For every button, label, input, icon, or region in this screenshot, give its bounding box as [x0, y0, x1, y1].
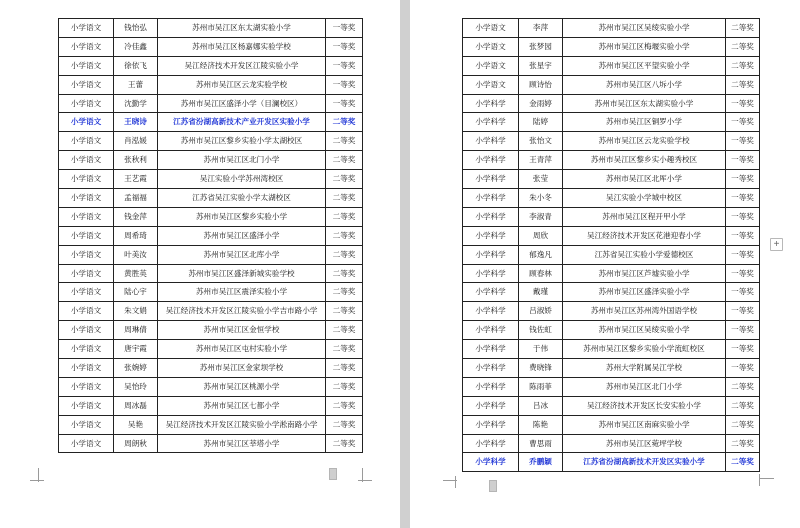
cell-name: 吕冰 [519, 396, 563, 415]
table-row [59, 19, 363, 38]
table-row [463, 377, 760, 396]
cell-award: 二等奖 [326, 170, 363, 189]
table-row [463, 434, 760, 453]
paragraph-mark-icon [489, 480, 497, 492]
cell-school: 苏州市吴江区吴绫实验小学 [563, 321, 726, 340]
cell-subject: 小学科学 [463, 226, 519, 245]
cell-name: 陈雨菲 [519, 377, 563, 396]
cell-school: 苏州市吴江区平望实验小学 [563, 56, 726, 75]
cell-subject: 小学语文 [59, 113, 114, 132]
table-row [59, 340, 363, 359]
cell-award: 二等奖 [726, 434, 760, 453]
crop-mark [759, 474, 760, 486]
cell-name: 朱文娟 [114, 302, 158, 321]
cell-award: 一等奖 [726, 245, 760, 264]
cell-name: 陈艳 [519, 415, 563, 434]
table-row [463, 264, 760, 283]
add-page-button[interactable]: + [770, 238, 783, 251]
cell-name: 钱佐虹 [519, 321, 563, 340]
cell-subject: 小学语文 [59, 321, 114, 340]
cell-name: 孟福福 [114, 189, 158, 208]
table-row [59, 113, 363, 132]
cell-name: 周朗秋 [114, 434, 158, 453]
cell-subject: 小学语文 [59, 415, 114, 434]
cell-award: 一等奖 [726, 132, 760, 151]
cell-name: 吕淑娇 [519, 302, 563, 321]
cell-school: 苏州市吴江区盛泽小学（目澜校区） [158, 94, 326, 113]
table-row [59, 207, 363, 226]
cell-award: 一等奖 [726, 283, 760, 302]
cell-school: 苏州市吴江区北库小学 [158, 245, 326, 264]
crop-mark [30, 480, 44, 481]
cell-school: 苏州市吴江区盛泽小学 [158, 226, 326, 245]
cell-school: 苏州市吴江区震泽实验小学 [158, 283, 326, 302]
cell-school: 江苏省吴江实验小学太湖校区 [158, 189, 326, 208]
page-gap [400, 0, 410, 528]
cell-school: 苏州市吴江区七都小学 [158, 396, 326, 415]
cell-name: 周冰磊 [114, 396, 158, 415]
table-row [463, 453, 760, 472]
cell-name: 郁逸凡 [519, 245, 563, 264]
cell-subject: 小学语文 [59, 37, 114, 56]
cell-name: 张梦园 [519, 37, 563, 56]
cell-award: 二等奖 [326, 340, 363, 359]
cell-name: 张秋利 [114, 151, 158, 170]
cell-school: 苏州市吴江区云龙实验学校 [158, 75, 326, 94]
table-row [463, 245, 760, 264]
cell-school: 苏州市吴江区黎乡实验小学 [158, 207, 326, 226]
cell-award: 二等奖 [726, 75, 760, 94]
cell-award: 二等奖 [326, 189, 363, 208]
cell-school: 苏州市吴江区盛泽实验小学 [563, 283, 726, 302]
table-row [463, 113, 760, 132]
cell-subject: 小学语文 [463, 19, 519, 38]
cell-subject: 小学科学 [463, 283, 519, 302]
cell-subject: 小学语文 [463, 75, 519, 94]
cell-award: 二等奖 [726, 19, 760, 38]
cell-subject: 小学语文 [463, 56, 519, 75]
cell-award: 一等奖 [326, 19, 363, 38]
cell-subject: 小学语文 [59, 283, 114, 302]
cell-subject: 小学科学 [463, 396, 519, 415]
cell-subject: 小学科学 [463, 151, 519, 170]
cell-school: 苏州市吴江区屯村实验小学 [158, 340, 326, 359]
cell-name: 张怡文 [519, 132, 563, 151]
table-row [59, 245, 363, 264]
cell-subject: 小学语文 [59, 151, 114, 170]
cell-name: 顾春林 [519, 264, 563, 283]
table-row [463, 396, 760, 415]
cell-award: 二等奖 [326, 415, 363, 434]
cell-school: 苏州市吴江区黎乡实小趣秀校区 [563, 151, 726, 170]
table-row [463, 302, 760, 321]
table-row [463, 94, 760, 113]
cell-award: 二等奖 [726, 415, 760, 434]
cell-school: 苏州市吴江区苏州湾外国语学校 [563, 302, 726, 321]
cell-name: 唐宇霞 [114, 340, 158, 359]
cell-award: 一等奖 [726, 340, 760, 359]
table-row [59, 132, 363, 151]
crop-mark [358, 480, 372, 481]
table-row [463, 359, 760, 378]
table-row [59, 94, 363, 113]
cell-school: 苏州市吴江区南麻实验小学 [563, 415, 726, 434]
cell-award: 一等奖 [726, 170, 760, 189]
cell-name: 吴艳 [114, 415, 158, 434]
cell-name: 李淑青 [519, 207, 563, 226]
cell-school: 吴江经济技术开发区江陵实验小学吉市路小学 [158, 302, 326, 321]
cell-name: 金雨婷 [519, 94, 563, 113]
cell-subject: 小学语文 [59, 340, 114, 359]
cell-subject: 小学科学 [463, 321, 519, 340]
table-row [463, 226, 760, 245]
cell-subject: 小学科学 [463, 340, 519, 359]
crop-mark [760, 478, 774, 479]
cell-school: 苏州市吴江区八坼小学 [563, 75, 726, 94]
cell-name: 沈勤学 [114, 94, 158, 113]
table-row [59, 264, 363, 283]
cell-subject: 小学科学 [463, 113, 519, 132]
table-row [463, 189, 760, 208]
cell-award: 二等奖 [326, 359, 363, 378]
cell-school: 苏州市吴江区芦墟实验小学 [563, 264, 726, 283]
cell-subject: 小学科学 [463, 377, 519, 396]
cell-name: 李萍 [519, 19, 563, 38]
cell-subject: 小学科学 [463, 94, 519, 113]
cell-award: 二等奖 [326, 283, 363, 302]
cell-award: 二等奖 [726, 37, 760, 56]
cell-subject: 小学语文 [59, 75, 114, 94]
cell-school: 吴江经济技术开发区花港迎春小学 [563, 226, 726, 245]
cell-school: 苏州市吴江区吴绫实验小学 [563, 19, 726, 38]
cell-school: 苏州市吴江区北门小学 [563, 377, 726, 396]
cell-school: 苏州市吴江区东太湖实验小学 [563, 94, 726, 113]
cell-subject: 小学语文 [59, 94, 114, 113]
table-row [463, 321, 760, 340]
cell-award: 二等奖 [326, 321, 363, 340]
table-row [463, 19, 760, 38]
cell-award: 二等奖 [326, 207, 363, 226]
cell-award: 二等奖 [326, 226, 363, 245]
cell-subject: 小学语文 [59, 245, 114, 264]
cell-award: 二等奖 [326, 377, 363, 396]
cell-name: 张婉婷 [114, 359, 158, 378]
cell-subject: 小学语文 [59, 170, 114, 189]
cell-award: 一等奖 [726, 302, 760, 321]
cell-award: 二等奖 [326, 132, 363, 151]
cell-subject: 小学科学 [463, 132, 519, 151]
cell-school: 苏州市吴江区桃源小学 [158, 377, 326, 396]
cell-school: 吴江实验小学城中校区 [563, 189, 726, 208]
table-row [59, 56, 363, 75]
cell-name: 陆婷 [519, 113, 563, 132]
cell-name: 张星宇 [519, 56, 563, 75]
cell-award: 一等奖 [326, 75, 363, 94]
table-row [59, 396, 363, 415]
cell-subject: 小学语文 [59, 189, 114, 208]
cell-award: 二等奖 [326, 264, 363, 283]
cell-name: 周欣 [519, 226, 563, 245]
cell-name: 费晓锋 [519, 359, 563, 378]
table-row [59, 434, 363, 453]
cell-school: 苏州市吴江区杨嘉娜实验学校 [158, 37, 326, 56]
cell-subject: 小学科学 [463, 434, 519, 453]
table-row [463, 283, 760, 302]
cell-award: 二等奖 [326, 151, 363, 170]
table-row [463, 75, 760, 94]
cell-school: 江苏省汾湖高新技术产业开发区实验小学 [158, 113, 326, 132]
cell-name: 乔鹏颖 [519, 453, 563, 472]
cell-award: 二等奖 [326, 302, 363, 321]
table-row [463, 56, 760, 75]
cell-award: 一等奖 [726, 264, 760, 283]
cell-school: 苏州市吴江区梅堰实验小学 [563, 37, 726, 56]
cell-name: 王蕾 [114, 75, 158, 94]
award-table-left [58, 18, 363, 453]
cell-award: 二等奖 [326, 245, 363, 264]
table-row [463, 415, 760, 434]
document-page-right [410, 0, 800, 528]
cell-school: 苏州市吴江区金恒学校 [158, 321, 326, 340]
cell-name: 周希琦 [114, 226, 158, 245]
cell-award: 一等奖 [726, 189, 760, 208]
cell-school: 苏州市吴江区云龙实验学校 [563, 132, 726, 151]
cell-subject: 小学科学 [463, 245, 519, 264]
cell-award: 一等奖 [726, 321, 760, 340]
cell-school: 吴江经济技术开发区长安实验小学 [563, 396, 726, 415]
cell-name: 冷佳鑫 [114, 37, 158, 56]
table-row [463, 151, 760, 170]
cell-school: 苏州市吴江区菀坪学校 [563, 434, 726, 453]
cell-subject: 小学语文 [59, 19, 114, 38]
cell-school: 苏州市吴江区盛泽新城实验学校 [158, 264, 326, 283]
table-row [463, 340, 760, 359]
table-row [59, 359, 363, 378]
crop-mark [455, 476, 456, 488]
cell-subject: 小学科学 [463, 453, 519, 472]
cell-award: 一等奖 [726, 94, 760, 113]
cell-school: 苏州市吴江区北门小学 [158, 151, 326, 170]
cell-school: 苏州市吴江区北厍小学 [563, 170, 726, 189]
table-row [59, 226, 363, 245]
table-row [59, 151, 363, 170]
cell-name: 周琳倩 [114, 321, 158, 340]
cell-award: 一等奖 [326, 56, 363, 75]
cell-subject: 小学科学 [463, 189, 519, 208]
cell-subject: 小学语文 [59, 207, 114, 226]
cell-name: 戴瑾 [519, 283, 563, 302]
cell-subject: 小学语文 [59, 302, 114, 321]
cell-name: 钱金萍 [114, 207, 158, 226]
cell-subject: 小学语文 [59, 359, 114, 378]
cell-award: 一等奖 [326, 37, 363, 56]
cell-name: 黄胜英 [114, 264, 158, 283]
cell-subject: 小学语文 [59, 434, 114, 453]
table-row [59, 170, 363, 189]
cell-award: 二等奖 [726, 56, 760, 75]
cell-award: 二等奖 [326, 396, 363, 415]
cell-name: 王艺霞 [114, 170, 158, 189]
cell-subject: 小学语文 [59, 132, 114, 151]
cell-award: 一等奖 [726, 226, 760, 245]
cell-subject: 小学语文 [59, 377, 114, 396]
cell-subject: 小学科学 [463, 264, 519, 283]
table-row [59, 75, 363, 94]
cell-name: 顾诗怡 [519, 75, 563, 94]
cell-subject: 小学语文 [59, 264, 114, 283]
cell-school: 江苏省吴江实验小学爱德校区 [563, 245, 726, 264]
cell-school: 吴江实验小学苏州湾校区 [158, 170, 326, 189]
table-row [59, 283, 363, 302]
cell-award: 一等奖 [326, 94, 363, 113]
cell-name: 张莹 [519, 170, 563, 189]
cell-award: 二等奖 [326, 113, 363, 132]
cell-award: 一等奖 [726, 113, 760, 132]
paragraph-mark-icon [329, 468, 337, 480]
cell-school: 苏州大学附属吴江学校 [563, 359, 726, 378]
cell-name: 钱怡弘 [114, 19, 158, 38]
cell-subject: 小学科学 [463, 207, 519, 226]
cell-subject: 小学科学 [463, 302, 519, 321]
cell-name: 陆心宇 [114, 283, 158, 302]
cell-school: 苏州市吴江区金家坝学校 [158, 359, 326, 378]
cell-name: 徐依飞 [114, 56, 158, 75]
cell-name: 曹思雨 [519, 434, 563, 453]
cell-school: 吴江经济技术开发区江陵实验小学淞南路小学 [158, 415, 326, 434]
table-row [463, 207, 760, 226]
cell-school: 苏州市吴江区黎乡实验小学流虹校区 [563, 340, 726, 359]
table-row [59, 37, 363, 56]
table-row [59, 189, 363, 208]
table-row [463, 132, 760, 151]
cell-name: 肖泓媛 [114, 132, 158, 151]
cell-school: 苏州市吴江区程开甲小学 [563, 207, 726, 226]
cell-subject: 小学科学 [463, 170, 519, 189]
table-row [463, 37, 760, 56]
cell-school: 苏州市吴江区铜罗小学 [563, 113, 726, 132]
cell-subject: 小学语文 [59, 396, 114, 415]
table-row [463, 170, 760, 189]
cell-award: 二等奖 [726, 377, 760, 396]
cell-award: 二等奖 [726, 453, 760, 472]
cell-name: 朱小冬 [519, 189, 563, 208]
cell-name: 叶美汝 [114, 245, 158, 264]
cell-school: 江苏省汾湖高新技术开发区实验小学 [563, 453, 726, 472]
cell-subject: 小学语文 [59, 226, 114, 245]
cell-award: 二等奖 [726, 396, 760, 415]
award-table-right [462, 18, 760, 472]
cell-school: 苏州市吴江区黎乡实验小学太湖校区 [158, 132, 326, 151]
cell-award: 二等奖 [326, 434, 363, 453]
cell-award: 一等奖 [726, 359, 760, 378]
cell-award: 一等奖 [726, 207, 760, 226]
cell-award: 一等奖 [726, 151, 760, 170]
cell-subject: 小学科学 [463, 359, 519, 378]
table-row [59, 377, 363, 396]
table-row [59, 302, 363, 321]
table-row [59, 415, 363, 434]
cell-school: 苏州市吴江区莘塔小学 [158, 434, 326, 453]
cell-school: 吴江经济技术开发区江陵实验小学 [158, 56, 326, 75]
cell-school: 苏州市吴江区东太湖实验小学 [158, 19, 326, 38]
cell-name: 吴怡玲 [114, 377, 158, 396]
cell-subject: 小学科学 [463, 415, 519, 434]
cell-subject: 小学语文 [463, 37, 519, 56]
cell-name: 王青萍 [519, 151, 563, 170]
cell-subject: 小学语文 [59, 56, 114, 75]
table-row [59, 321, 363, 340]
cell-name: 王晓诗 [114, 113, 158, 132]
cell-name: 于伟 [519, 340, 563, 359]
